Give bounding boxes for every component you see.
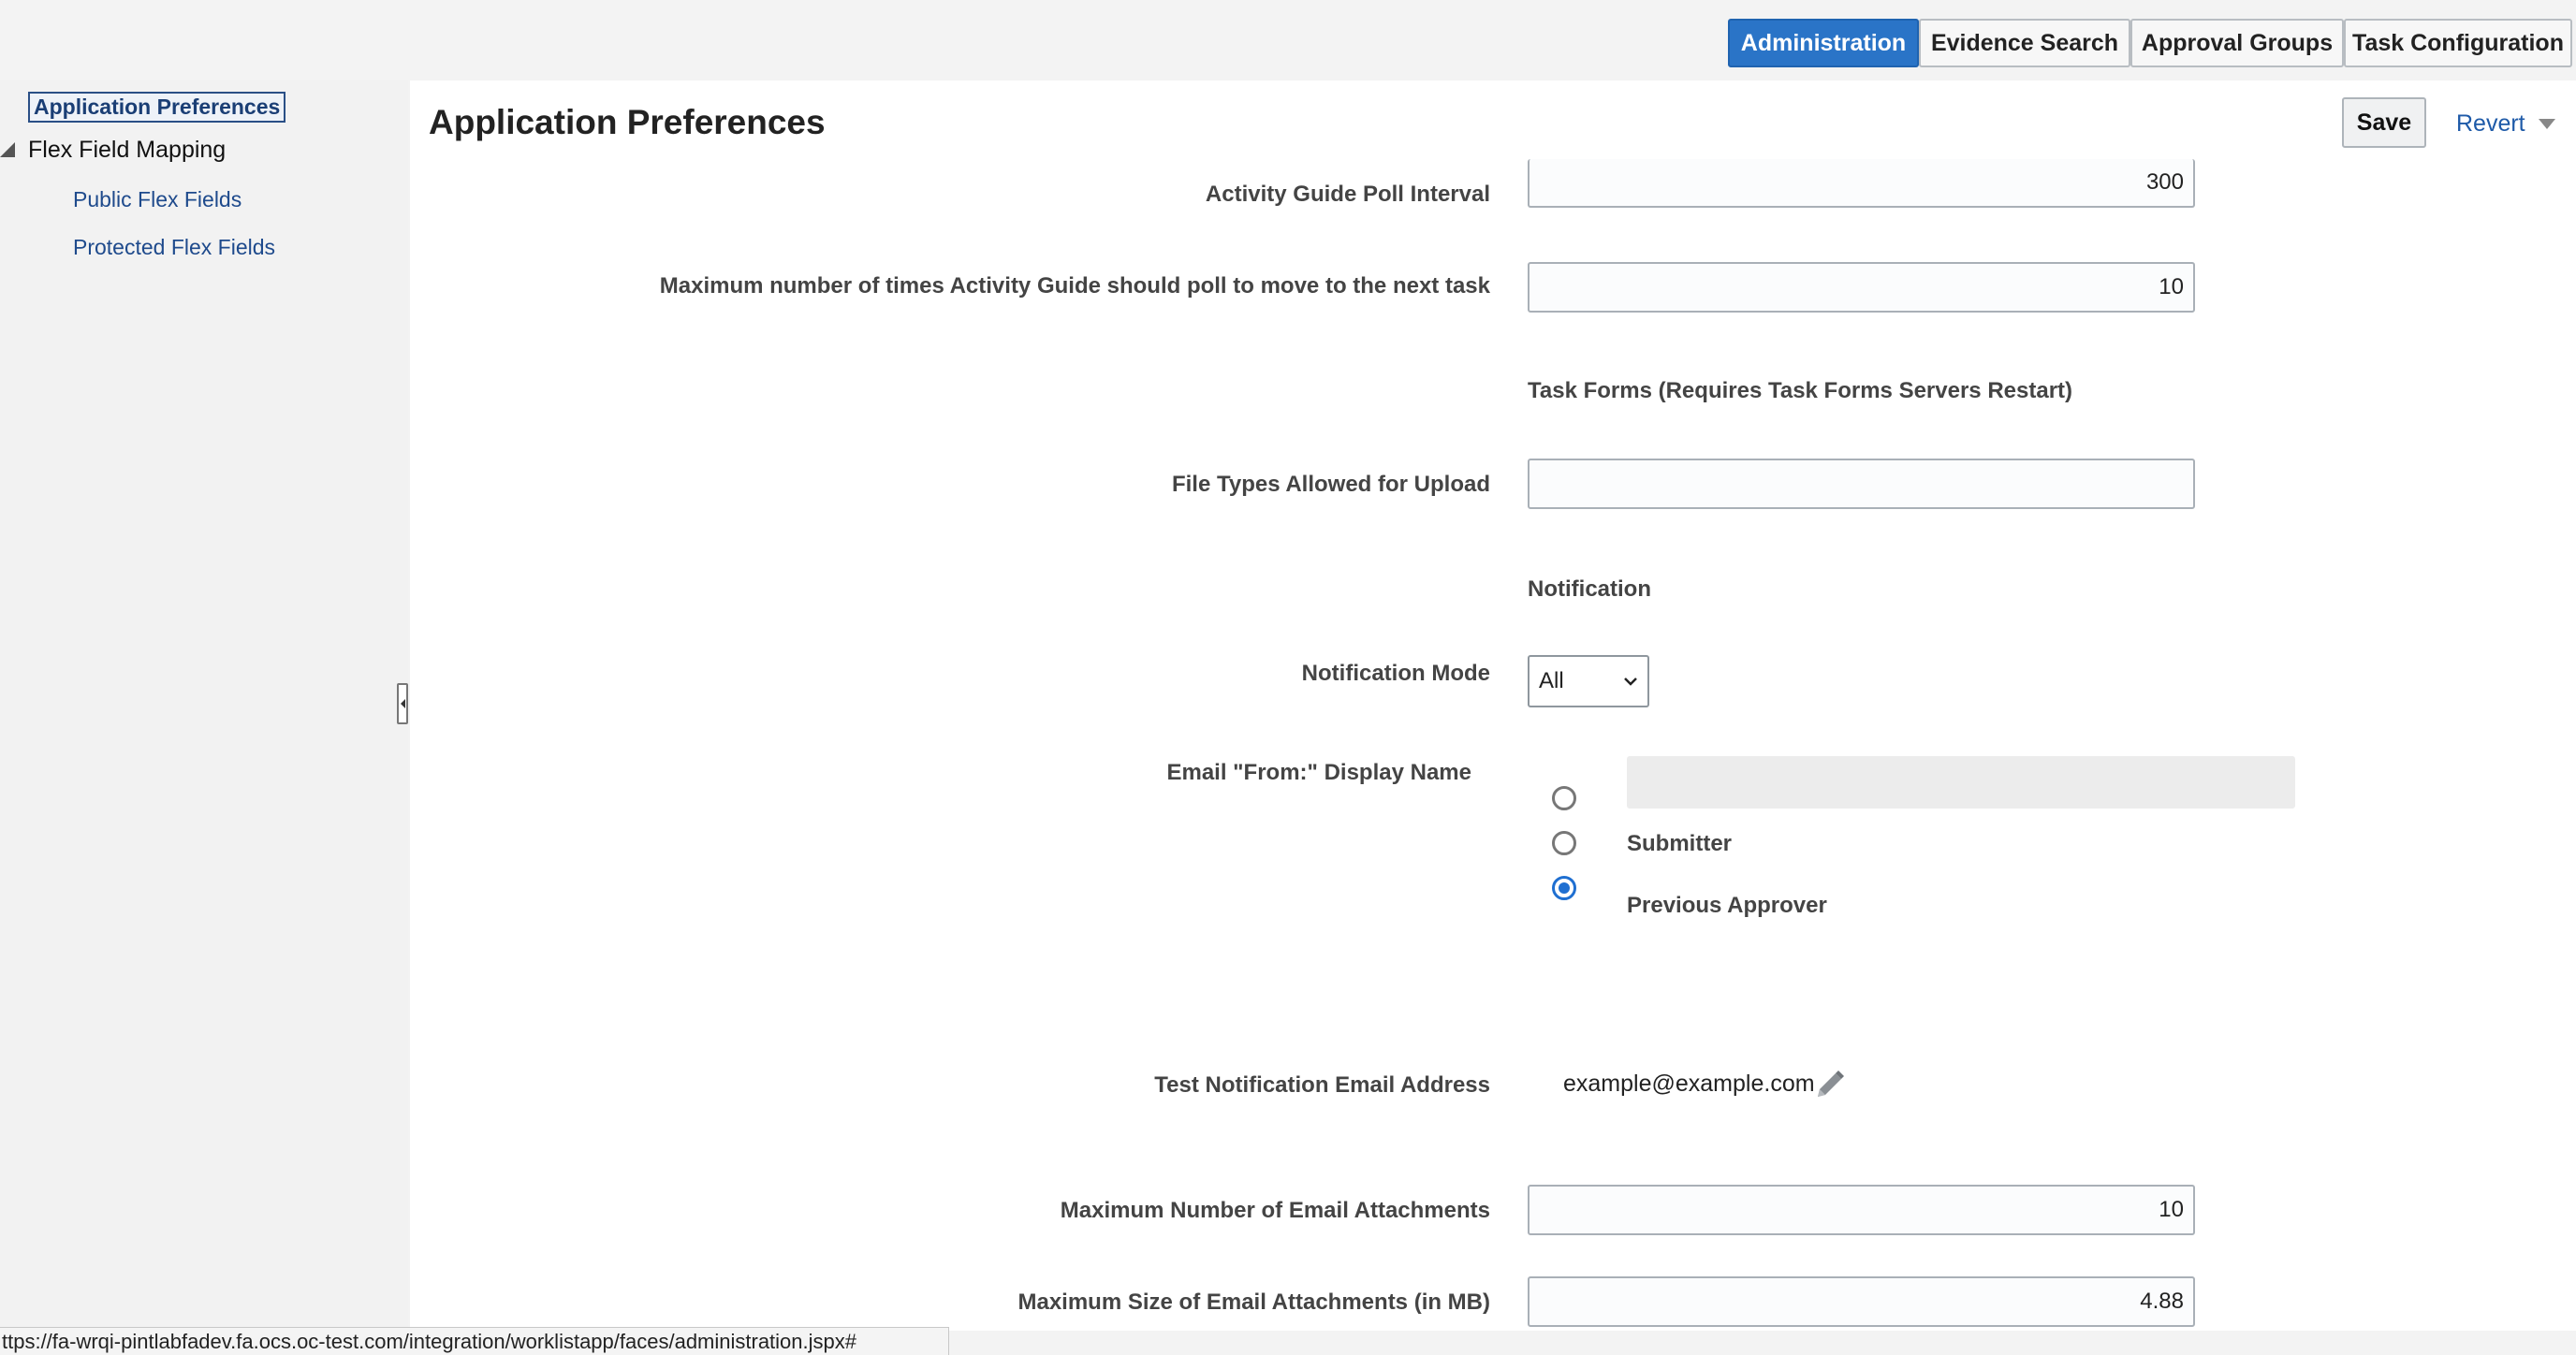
sidebar (0, 80, 408, 1331)
save-button[interactable]: Save (2342, 97, 2426, 148)
email-from-option-submitter[interactable]: Submitter (1627, 831, 1733, 856)
file-types-label: File Types Allowed for Upload (1171, 472, 1490, 497)
notification-mode-select[interactable] (1528, 655, 1649, 707)
email-from-option-previous-approver[interactable]: Previous Approver (1627, 893, 1827, 918)
test-email-label: Test Notification Email Address (1154, 1072, 1490, 1098)
file-types-input[interactable] (1528, 459, 2195, 509)
sidebar-item-public-flex-fields[interactable]: Public Flex Fields (73, 187, 242, 211)
tab-evidence-search[interactable]: Evidence Search (1919, 19, 2130, 67)
top-navigation (0, 0, 2576, 80)
revert-menu-button[interactable] (2456, 110, 2555, 138)
status-bar-url: ttps://fa-wrqi-pintlabfadev.fa.ocs.oc-test.com/integration/worklistapp/faces/administration.jspx# (0, 1327, 949, 1355)
email-from-radio-previous-approver[interactable] (1552, 876, 1576, 900)
email-from-radio-custom[interactable] (1552, 786, 1576, 810)
max-attachments-label: Maximum Number of Email Attachments (1060, 1198, 1490, 1223)
sidebar-item-protected-flex-fields[interactable]: Protected Flex Fields (73, 235, 276, 259)
max-attachment-size-input[interactable] (1528, 1276, 2195, 1327)
sidebar-item-flex-field-mapping[interactable]: Flex Field Mapping (28, 137, 227, 163)
email-from-label: Email "From:" Display Name (1166, 760, 1471, 785)
notification-heading: Notification (1528, 576, 1651, 602)
caret-down-icon (2539, 119, 2555, 129)
max-attachment-size-label: Maximum Size of Email Attachments (in MB) (1017, 1289, 1490, 1315)
chevron-down-icon (1623, 670, 1638, 692)
test-email-value: example@example.com (1563, 1071, 1815, 1097)
tab-administration[interactable]: Administration (1728, 19, 1919, 67)
task-forms-heading: Task Forms (Requires Task Forms Servers Restart) (1528, 378, 2073, 403)
pencil-icon[interactable] (1810, 1067, 1848, 1104)
max-poll-input[interactable] (1528, 262, 2195, 313)
tree-expanded-icon[interactable] (0, 142, 15, 157)
poll-interval-label: Activity Guide Poll Interval (1205, 182, 1490, 207)
email-from-radio-submitter[interactable] (1552, 831, 1576, 855)
max-attachments-input[interactable] (1528, 1185, 2195, 1235)
tab-approval-groups[interactable]: Approval Groups (2130, 19, 2344, 67)
notification-mode-value: All (1539, 668, 1564, 693)
max-poll-label: Maximum number of times Activity Guide should poll to move to the next task (659, 273, 1490, 299)
tab-task-configuration[interactable]: Task Configuration (2344, 19, 2572, 67)
revert-label: Revert (2456, 110, 2525, 137)
email-from-custom-input (1627, 756, 2295, 809)
main-panel (410, 80, 2576, 1331)
page-title: Application Preferences (429, 103, 826, 141)
notification-mode-label: Notification Mode (1301, 661, 1490, 686)
poll-interval-input[interactable] (1528, 159, 2195, 208)
panel-collapse-handle[interactable] (397, 683, 408, 724)
sidebar-item-application-preferences[interactable]: Application Preferences (28, 92, 285, 123)
